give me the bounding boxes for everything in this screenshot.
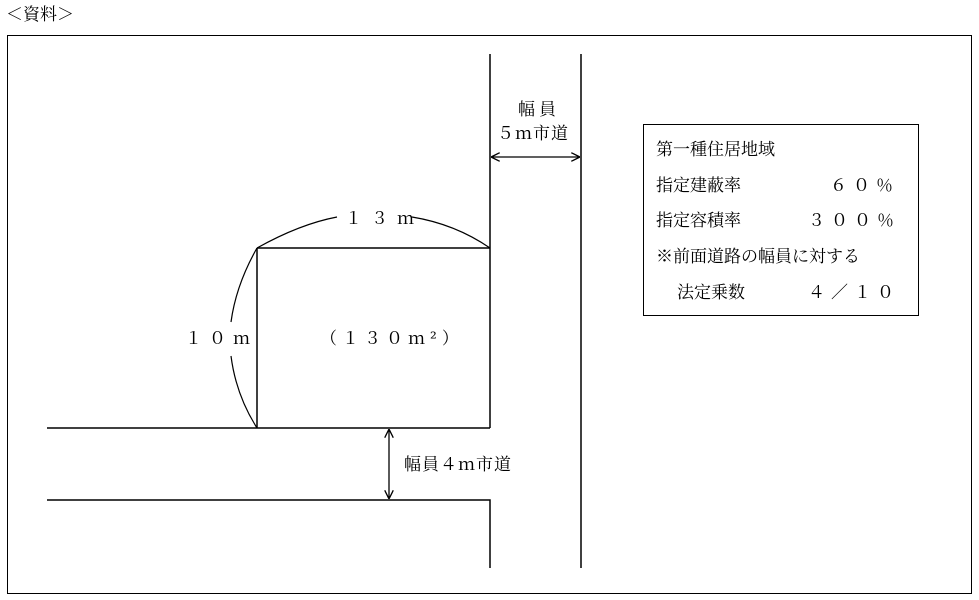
road-5m-label-line1: 幅員 [518,100,560,120]
multiplier-value: ４／１０ [808,283,900,303]
page-heading: ＜資料＞ [6,5,74,25]
lot-depth-dimension-arc-lower [231,356,257,428]
lot-width-dimension-arc [257,217,337,248]
lot-width-label: １３ｍ [345,209,423,229]
multiplier-note: ※前面道路の幅員に対する [656,247,860,267]
lot-area-label: （１３０ｍ²） [320,329,464,349]
floor-area-ratio-label: 指定容積率 [656,211,741,231]
road-5m-label-line2: ５ｍ市道 [497,124,569,144]
lot-depth-dimension-arc [231,248,257,322]
zoning-info-box [643,124,919,316]
zoning-district: 第一種住居地域 [656,140,775,160]
multiplier-label: 法定乗数 [677,283,745,303]
lot-depth-label: １０ｍ [185,329,257,349]
lot-width-dimension-arc-right [412,217,490,248]
road-4m-south-edge [47,500,490,568]
coverage-ratio-value: ６０％ [830,176,899,196]
road-4m-label: 幅員４ｍ市道 [404,455,512,475]
coverage-ratio-label: 指定建蔽率 [656,176,741,196]
floor-area-ratio-value: ３００％ [808,211,900,231]
